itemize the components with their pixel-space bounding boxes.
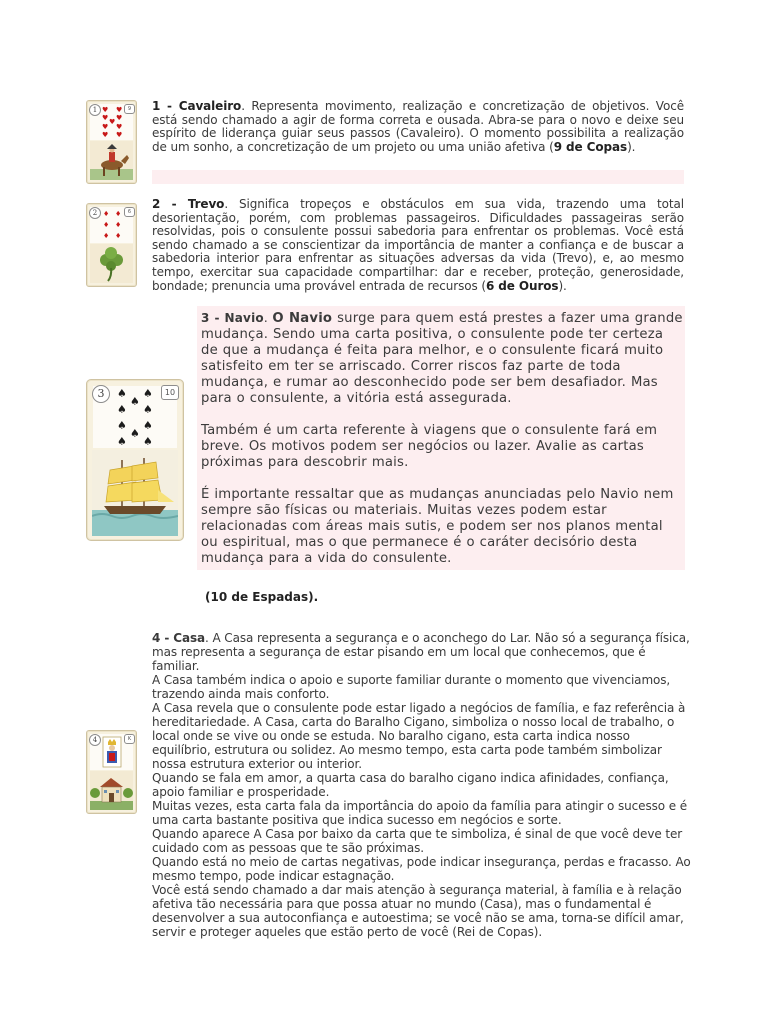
card-number-badge: 2 (89, 207, 101, 219)
svg-text:♠: ♠ (143, 403, 153, 416)
svg-text:♥: ♥ (116, 114, 123, 122)
svg-text:♠: ♠ (117, 435, 127, 448)
card-title: Navio (224, 311, 264, 325)
navio-suit-card: (10 de Espadas). (205, 590, 319, 604)
card-suit-tag: 10 (161, 385, 179, 400)
casa-line: Quando está no meio de cartas negativas, pode indicar insegurança, perdas e fracasso. Ao mesmo tempo, pode indicar estagnação. (152, 855, 691, 883)
trevo-text: 2 - Trevo. Significa tropeços e obstáculos em sua vida, trazendo uma total desorientação, porém, com problemas passageiros. Dificuldades passageiras serão resolvidas, pois o consulente possui sabedoria para enfrentar os problemas. Você está sendo chamado a se conscientizar da importância de manter a confiança e de buscar a sabedoria interior para enfrentar as situações adversas da vida (Trevo), e, ao mesmo tempo, exercitar sua capacidade compartilhar: dar e receber, proteção, generosidade, bondade; prenuncia uma provável entrada de recursos (6 de Ouros). (152, 197, 684, 293)
casa-line: A Casa revela que o consulente pode estar ligado a negócios de família, e faz referência à hereditariedade. A Casa, carta do Baralho Cigano, simboliza o nosso local de trabalho, o local onde se vive ou onde se estuda. No baralho cigano, esta carta indica nosso equilíbrio, estrutura ou solidez. Ao mesmo tempo, esta carta pode também simbolizar nossa estrutura exterior ou interior. (152, 701, 686, 771)
navio-paragraph-2: Também é um carta referente à viagens que o consulente fará em breve. Os motivos podem ser negócios ou lazer. Avalie as cartas próximas para descobrir mais. (201, 423, 658, 470)
card-title: Casa (173, 631, 206, 645)
card-number: 1 (152, 99, 161, 113)
card-number: 2 (152, 197, 161, 211)
casa-line: Você está sendo chamado a dar mais atenção à segurança material, à família e à relação afetiva tão necessária para que possa atuar no mundo (Casa), mas o fundamental é desenvolver a sua autoconfiança e autoestima; se você não se ama, torna-se difícil amar, servir e proteger aqueles que estão perto de você (Rei de Copas). (152, 883, 684, 939)
card-number: 4 (152, 631, 161, 645)
suit-card: 9 de Copas (553, 139, 628, 154)
cavaleiro-text: 1 - Cavaleiro. Representa movimento, realização e concretização de objetivos. Você está sendo chamado a agir de forma correta e ousada. Abra-se para o novo e deixe seu espírito de liderança guiar seus passos (Cavaleiro). O momento possibilita a realização de um sonho, a concretização de um projeto ou uma união afetiva (9 de Copas). (152, 99, 684, 154)
navio-heading: O Navio (272, 311, 333, 326)
casa-line: Quando se fala em amor, a quarta casa do baralho cigano indica afinidades, confiança, apoio familiar e prosperidade. (152, 771, 669, 799)
svg-text:♥: ♥ (102, 131, 109, 139)
svg-text:♠: ♠ (117, 419, 127, 432)
casa-line: Muitas vezes, esta carta fala da importância do apoio da família para atingir o sucesso e é uma carta bastante positiva que indica sucesso em negócios e sorte. (152, 799, 687, 827)
svg-text:♦: ♦ (115, 221, 122, 229)
svg-text:♥: ♥ (102, 123, 109, 131)
svg-text:♠: ♠ (143, 387, 153, 400)
svg-text:♠: ♠ (143, 435, 153, 448)
svg-text:♦: ♦ (103, 232, 110, 240)
casa-line: A Casa também indica o apoio e suporte familiar durante o momento que vivenciamos, trazendo ainda mais conforto. (152, 673, 671, 701)
casa-card-image (86, 730, 137, 814)
card-number-badge: 4 (89, 734, 101, 746)
svg-text:♥: ♥ (102, 106, 109, 114)
card-number: 3 (201, 311, 210, 325)
svg-text:♦: ♦ (103, 210, 110, 218)
svg-text:♥: ♥ (116, 131, 123, 139)
svg-text:♠: ♠ (117, 387, 127, 400)
navio-paragraph-3: É importante ressaltar que as mudanças anunciadas pelo Navio nem sempre são físicas ou materiais. Muitas vezes podem estar relacionadas com áreas mais sutis, e podem ser nos planos mental ou espiritual, mas o que permanece é o caráter decisório desta mudança para a vida do consulente. (201, 487, 674, 566)
navio-paragraph-1: 3 - Navio. O Navio surge para quem está prestes a fazer uma grande mudança. Sendo uma carta positiva, o consulente pode ter certeza de que a mudança é feita para melhor, e o consulente ficará muito satisfeito em ter se arriscado. Correr riscos faz parte de toda mudança, e rumar ao desconhecido pode ser bem desafiador. Mas para o consulente, a vitória está assegurada. (201, 311, 683, 406)
svg-text:♠: ♠ (130, 427, 140, 440)
svg-text:♠: ♠ (117, 403, 127, 416)
card-description: Significa tropeços e obstáculos em sua vida, trazendo uma total desorientação, porém, com problemas passageiros. Dificuldades passageiras serão resolvidas, pois o consulente possui sabedoria para enfrentar os problemas. Você está sendo chamado a se conscientizar da importância de manter a confiança e de buscar a sabedoria interior para enfrentar as situações adversas da vida (Trevo), e, ao mesmo tempo, exercitar sua capacidade compartilhar: dar e receber, proteção, generosidade, bondade; prenuncia uma provável entrada de recursos ( (152, 197, 684, 293)
casa-line: Quando aparece A Casa por baixo da carta que te simboliza, é sinal de que você deve ter cuidado com as pessoas que te são próximas. (152, 827, 683, 855)
svg-text:♥: ♥ (116, 123, 123, 131)
card-suit-tag: K (124, 734, 135, 744)
svg-text:♥: ♥ (116, 106, 123, 114)
svg-text:♠: ♠ (143, 419, 153, 432)
svg-text:♦: ♦ (103, 221, 110, 229)
card-description: Representa movimento, realização e concretização de objetivos. Você está sendo chamado a agir de forma correta e ousada. Abra-se para o novo e deixe seu espírito de liderança guiar seus passos (Cavaleiro). O momento possibilita a realização de um sonho, a concretização de um projeto ou uma união afetiva ( (152, 99, 684, 154)
casa-text (152, 631, 692, 939)
card-suit-tag: 9 (124, 104, 135, 114)
svg-text:♥: ♥ (102, 114, 109, 122)
king-of-hearts-figure (100, 735, 124, 769)
card-number-badge: 1 (89, 104, 101, 116)
casa-intro: 4 - Casa. A Casa representa a segurança e o aconchego do Lar. Não só a segurança física, mas representa a segurança de estar pisando em um local que conhecemos, que é familiar. (152, 631, 690, 673)
card-title: Trevo (187, 197, 225, 211)
suit-card: 6 de Ouros (485, 278, 559, 293)
card-title: Cavaleiro (178, 99, 242, 113)
card-suit-tag: 6 (124, 207, 135, 217)
svg-text:♦: ♦ (115, 210, 122, 218)
svg-text:♥: ♥ (109, 118, 116, 126)
card-number-badge: 3 (92, 385, 110, 403)
svg-text:♠: ♠ (130, 395, 140, 408)
house-illustration (90, 771, 133, 810)
svg-text:♦: ♦ (115, 232, 122, 240)
